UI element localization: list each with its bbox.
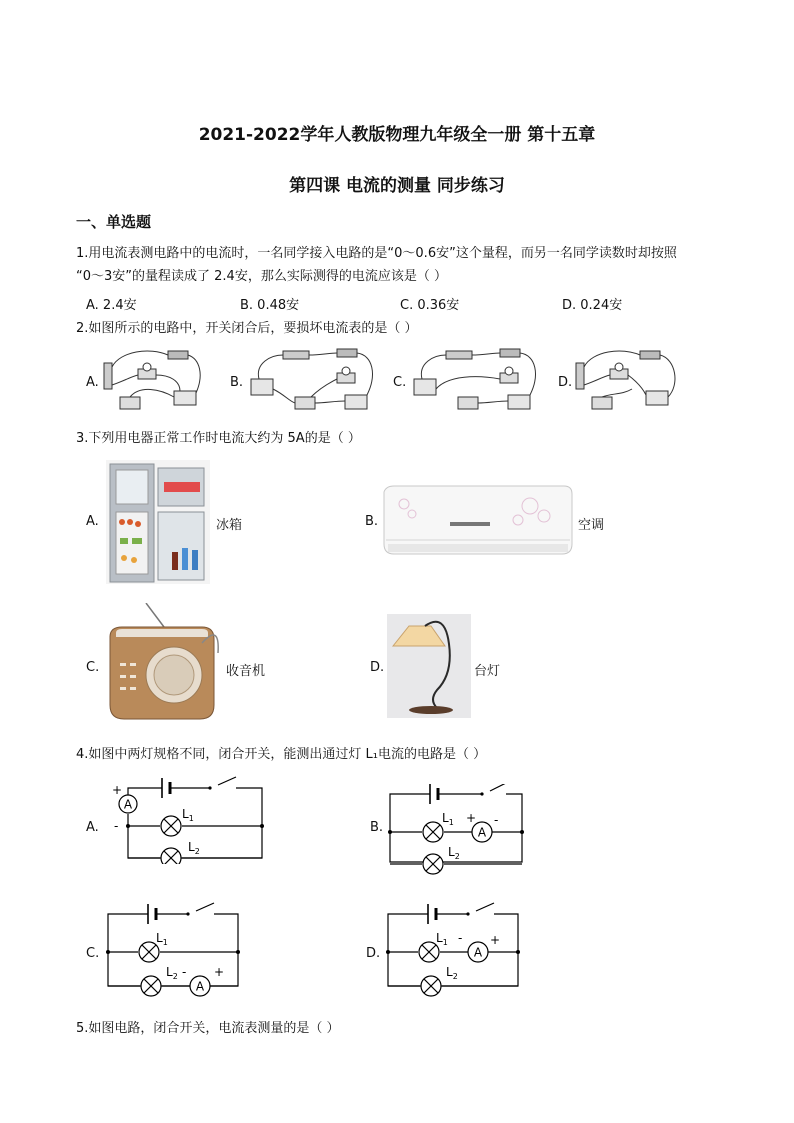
q2-label-a: A. [86, 375, 99, 390]
q4-label-c: C. [86, 946, 100, 961]
q2-label-c: C. [393, 375, 407, 390]
q4-label-a: A. [86, 820, 99, 835]
question-4: 4.如图中两灯规格不同，闭合开关，能测出通过灯 L₁电流的电路是（ ） [76, 747, 487, 762]
q1-option-c: C. 0.36安 [400, 298, 460, 313]
question-5: 5.如图电路，闭合开关，电流表测量的是（ ） [76, 1021, 340, 1036]
q3-label-c: C. [86, 660, 100, 675]
q2-circuit-c [408, 345, 548, 415]
q4-circuit-d [384, 902, 526, 998]
q4c-l1-label: $L_1$ [156, 931, 168, 947]
q4-label-d: D. [366, 946, 381, 961]
q4d-plus-sign: + [490, 933, 501, 947]
q4-circuit-a [108, 774, 268, 864]
q4b-ammeter-label: A [477, 825, 487, 840]
q4a-minus-sign: - [114, 819, 119, 833]
q4b-l2-label: $L_2$ [448, 845, 460, 861]
q2-circuit-d [572, 345, 682, 415]
q1-option-d: D. 0.24安 [562, 298, 623, 313]
desk-lamp-image [387, 614, 471, 718]
fridge-image [106, 460, 210, 584]
q4d-l2-label: $L_2$ [446, 965, 458, 981]
q3-name-a: 冰箱 [216, 518, 243, 533]
q2-circuit-a [100, 345, 210, 415]
q4-label-b: B. [370, 820, 384, 835]
q4a-ammeter-label: A [123, 797, 133, 812]
question-2: 2.如图所示的电路中，开关闭合后，要损坏电流表的是（ ） [76, 321, 418, 336]
q4c-ammeter-label: A [195, 979, 205, 994]
air-conditioner-image [380, 484, 576, 558]
q4b-plus-sign: + [466, 811, 477, 825]
section-heading: 一、单选题 [76, 213, 152, 231]
q3-label-b: B. [365, 514, 379, 529]
page-subtitle: 第四课 电流的测量 同步练习 [289, 176, 505, 196]
q4b-l1-label: $L_1$ [442, 811, 454, 827]
q4b-minus-sign: - [494, 813, 499, 827]
q2-label-d: D. [558, 375, 573, 390]
q3-name-c: 收音机 [226, 664, 266, 679]
q4c-minus-sign: - [182, 965, 187, 979]
q4d-l1-label: $L_1$ [436, 931, 448, 947]
question-3: 3.下列用电器正常工作时电流大约为 5A的是（ ） [76, 431, 361, 446]
q1-option-b: B. 0.48安 [240, 298, 300, 313]
q4-circuit-c [104, 902, 246, 998]
radio-image [102, 603, 222, 727]
q2-label-b: B. [230, 375, 244, 390]
question-1-line-2: “0～3安”的量程读成了 2.4安，那么实际测得的电流应该是（ ） [76, 269, 447, 284]
q3-name-d: 台灯 [474, 664, 501, 679]
q3-name-b: 空调 [578, 518, 605, 533]
q4a-l1-label: $L_1$ [182, 807, 194, 823]
q3-label-d: D. [370, 660, 385, 675]
q4a-l2-label: $L_2$ [188, 840, 200, 856]
q3-label-a: A. [86, 514, 99, 529]
q2-circuit-b [245, 345, 385, 415]
q4d-minus-sign: - [458, 931, 463, 945]
q4c-l2-label: $L_2$ [166, 965, 178, 981]
question-1-line-1: 1.用电流表测电路中的电流时，一名同学接入电路的是“0～0.6安”这个量程，而另一名同学读数时却按照 [76, 246, 677, 261]
q1-option-a: A. 2.4安 [86, 298, 137, 313]
q4a-plus-sign: + [112, 783, 123, 797]
q4-circuit-b [386, 784, 526, 876]
page-title: 2021-2022学年人教版物理九年级全一册 第十五章 [198, 125, 596, 145]
q4d-ammeter-label: A [473, 945, 483, 960]
q4c-plus-sign: + [214, 965, 225, 979]
